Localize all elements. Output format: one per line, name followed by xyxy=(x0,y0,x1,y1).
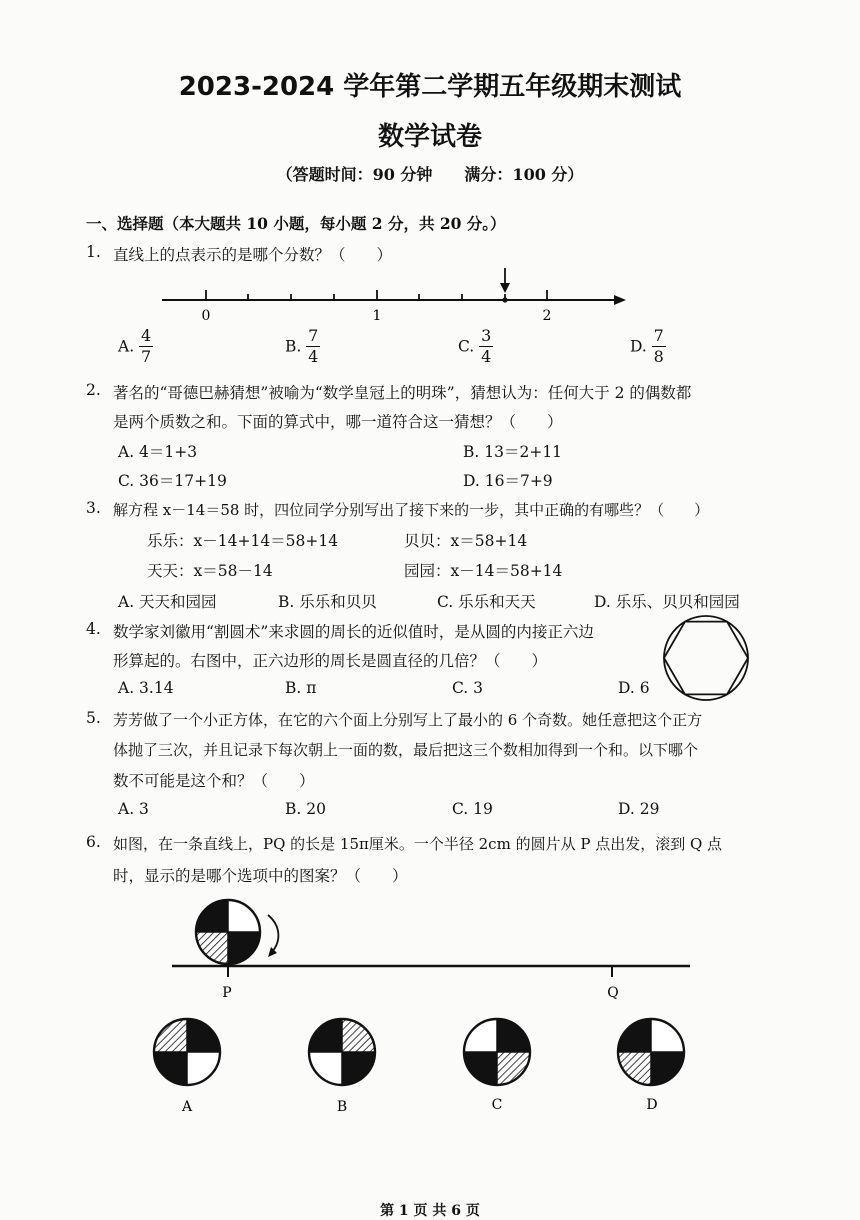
q3-step-yuanyuan: 园园：x－14＝58+14 xyxy=(404,562,563,580)
fraction: $\frac{4}{7}$ xyxy=(140,326,152,366)
q3-option-c[interactable]: C. 乐乐和天天 xyxy=(437,593,536,611)
label-p: P xyxy=(222,985,232,1001)
q5-option-b[interactable]: B. 20 xyxy=(285,800,326,818)
q3-number: 3. xyxy=(86,499,101,517)
fraction: $\frac{7}{4}$ xyxy=(308,326,319,366)
disc-option-c xyxy=(464,1019,530,1085)
axis-label-0: 0 xyxy=(201,308,211,324)
q6-line2: 时，显示的是哪个选项中的图案？（ ） xyxy=(113,867,408,885)
q5-option-a[interactable]: A. 3 xyxy=(118,800,149,818)
q4-option-c[interactable]: C. 3 xyxy=(452,679,484,697)
q6-option-a-label: A xyxy=(181,1099,193,1115)
q5-option-d[interactable]: D. 29 xyxy=(618,800,660,818)
rotation-arrow-icon xyxy=(268,915,278,952)
q2-number: 2. xyxy=(86,381,101,399)
q3-step-beibei: 贝贝：x＝58+14 xyxy=(404,532,528,550)
q2-option-c[interactable]: C. 36＝17+19 xyxy=(118,472,227,490)
exam-info: （答题时间：90 分钟 满分：100 分） xyxy=(276,165,584,184)
q3-option-d[interactable]: D. 乐乐、贝贝和园园 xyxy=(594,593,740,611)
page-footer: 第 1 页 共 6 页 xyxy=(380,1203,480,1219)
exam-subtitle: 数学试卷 xyxy=(377,122,482,152)
q6-option-b-label: B xyxy=(336,1099,348,1115)
option-letter: A. xyxy=(118,337,135,356)
exam-title: 2023-2024 学年第二学期五年级期末测试 xyxy=(178,72,682,102)
q3-step-tiantian: 天天：x＝58－14 xyxy=(147,562,273,580)
q6-line1: 如图，在一条直线上，PQ 的长是 15π厘米。一个半径 2cm 的圆片从 P 点出发，滚到 Q 点 xyxy=(113,835,723,853)
q5-line2: 体抛了三次，并且记录下每次朝上一面的数，最后把这三个数相加得到一个和。以下哪个 xyxy=(113,741,699,759)
option-letter: C. xyxy=(458,337,475,356)
q3-option-a[interactable]: A. 天天和园园 xyxy=(118,593,217,611)
q2-line2: 是两个质数之和。下面的算式中，哪一道符合这一猜想？（ ） xyxy=(113,413,563,431)
label-q: Q xyxy=(607,985,619,1001)
disc-option-d xyxy=(618,1019,684,1085)
q4-line2: 形算起的。右图中，正六边形的周长是圆直径的几倍？（ ） xyxy=(113,652,548,670)
option-letter: D. xyxy=(630,337,647,356)
q1-number: 1. xyxy=(86,243,101,261)
q3-step-lele: 乐乐：x－14+14＝58+14 xyxy=(147,532,339,550)
q3-text: 解方程 x－14＝58 时，四位同学分别写出了接下来的一步，其中正确的有哪些？（ ） xyxy=(113,501,710,519)
q5-line1: 芳芳做了一个小正方体，在它的六个面上分别写上了最小的 6 个奇数。她任意把这个正方 xyxy=(113,711,703,729)
q3-option-b[interactable]: B. 乐乐和贝贝 xyxy=(278,593,377,611)
q4-option-a[interactable]: A. 3.14 xyxy=(118,679,174,697)
q5-line3: 数不可能是这个和？（ ） xyxy=(113,772,315,790)
disc-option-a xyxy=(154,1019,220,1085)
q4-number: 4. xyxy=(86,620,101,638)
q6-option-d-label: D xyxy=(646,1097,658,1113)
q6-option-c-label: C xyxy=(491,1097,503,1113)
disc-option-b xyxy=(309,1019,375,1085)
q5-option-c[interactable]: C. 19 xyxy=(452,800,493,818)
q1-text: 直线上的点表示的是哪个分数？（ ） xyxy=(113,246,393,264)
q4-option-d[interactable]: D. 6 xyxy=(618,679,650,697)
q2-option-a[interactable]: A. 4＝1+3 xyxy=(118,443,198,461)
section-heading: 一、选择题（本大题共 10 小题，每小题 2 分，共 20 分。） xyxy=(86,214,506,233)
q5-number: 5. xyxy=(86,709,101,727)
q6-number: 6. xyxy=(86,833,101,851)
q4-option-b[interactable]: B. π xyxy=(285,679,317,697)
axis-label-1: 1 xyxy=(372,308,382,324)
axis-label-2: 2 xyxy=(542,308,552,324)
disc-at-p xyxy=(196,900,260,964)
q4-line1: 数学家刘徽用“割圆术”来求圆的周长的近似值时，是从圆的内接正六边 xyxy=(113,623,594,641)
option-letter: B. xyxy=(285,337,302,356)
q2-option-d[interactable]: D. 16＝7+9 xyxy=(463,472,553,490)
q2-line1: 著名的“哥德巴赫猜想”被喻为“数学皇冠上的明珠”，猜想认为：任何大于 2 的偶数都 xyxy=(113,384,692,402)
q2-option-b[interactable]: B. 13＝2+11 xyxy=(463,443,563,461)
fraction: $\frac{7}{8}$ xyxy=(653,326,664,366)
fraction: $\frac{3}{4}$ xyxy=(481,326,492,366)
